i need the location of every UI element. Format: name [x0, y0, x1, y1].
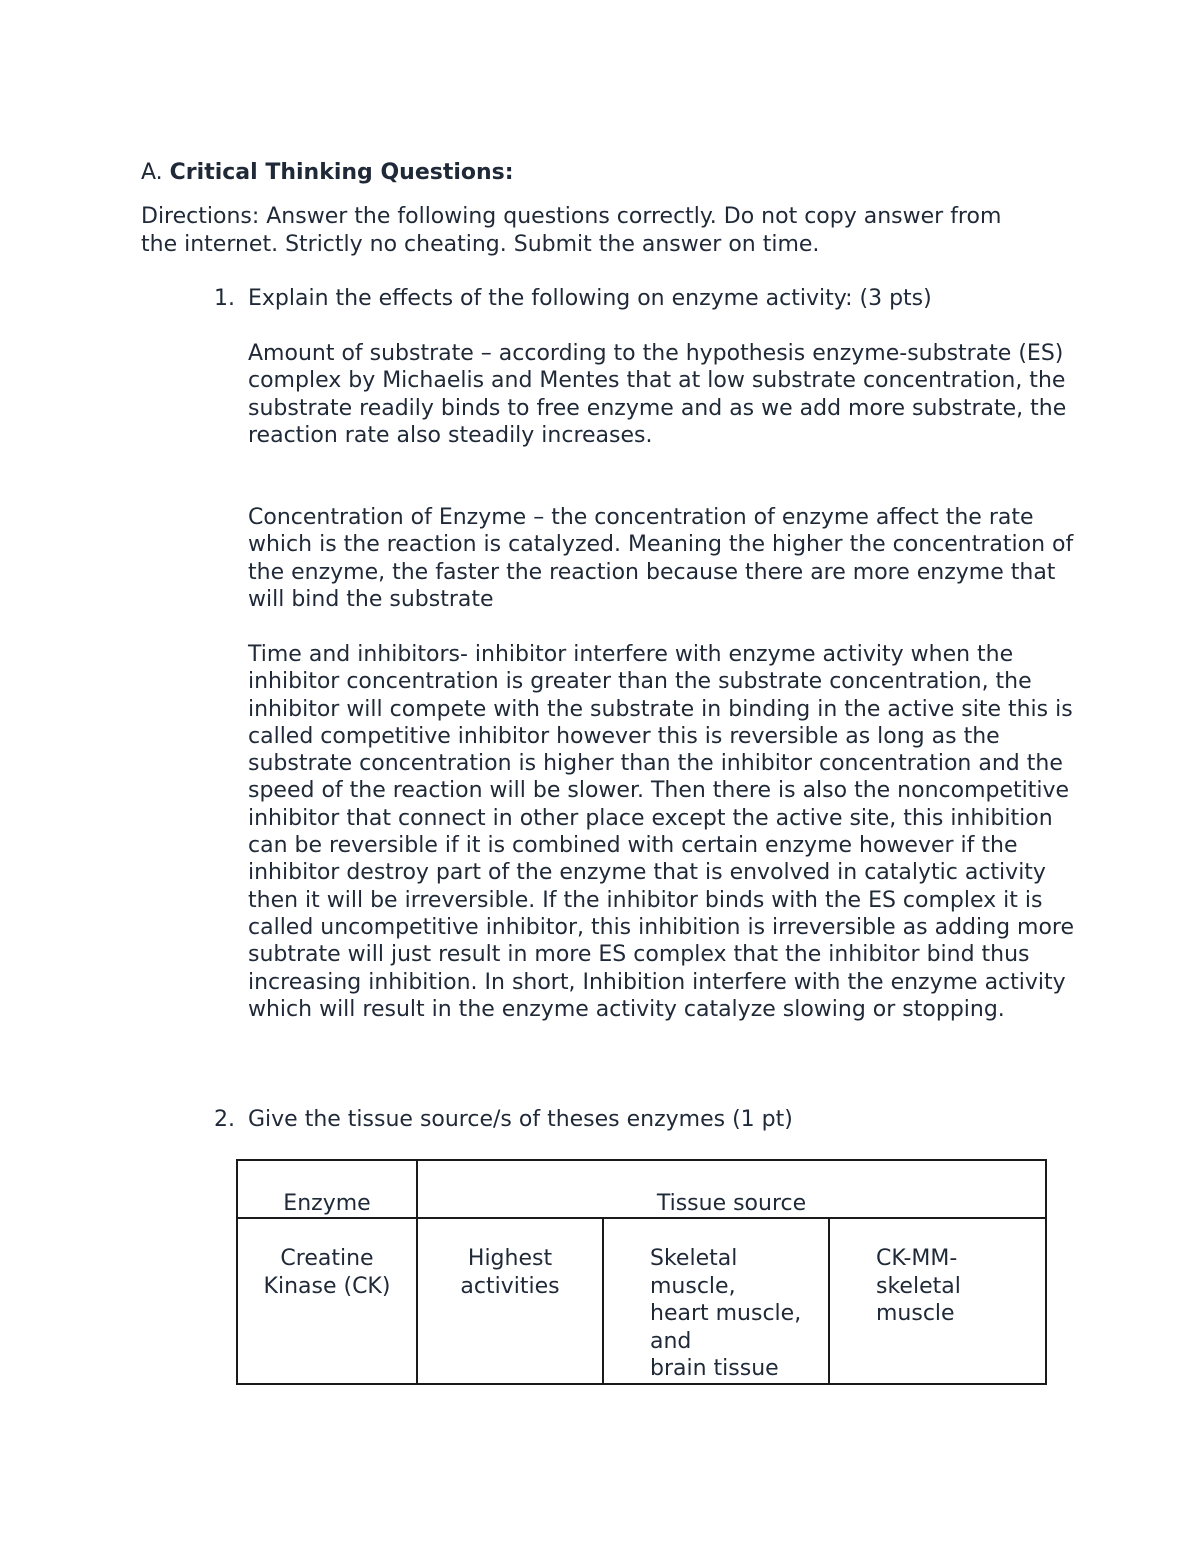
cell-line: Creatine [280, 1246, 374, 1271]
cell-organs [603, 1218, 829, 1384]
question-2-number: 2. [214, 1107, 235, 1132]
header-enzyme: Enzyme [237, 1160, 417, 1218]
cell-line: and [650, 1328, 692, 1354]
answer-inhibitors: Time and inhibitors- inhibitor interfere with enzyme activity when the inhibitor concentration is greater than the substrate concentration, the inhibitor will compete with the substrate in binding in the active site this is called competitive inhibitor however this is reversible as long as the substrate concentration is higher than the inhibitor concentration and the speed of the reaction will be slower. Then there is also the noncompetitive inhibitor that connect in other place except the active site, this inhibition can be reversible if it is combined with certain enzyme however if the inhibitor destroy part of the enzyme that is envolved in catalytic activity then it will be irreversible. If the inhibitor binds with the ES complex it is called uncompetitive inhibitor, this inhibition is irreversible as adding more subtrate will just result in more ES complex that the inhibitor bind thus increasing inhibition. In short, Inhibition interfere with the enzyme activity which will result in the enzyme activity catalyze slowing or stopping. [248, 642, 1075, 1022]
section-title: Critical Thinking Questions: [169, 160, 514, 185]
question-1 [214, 285, 932, 313]
cell-enzyme [237, 1218, 417, 1384]
cell-line: skeletal [876, 1273, 961, 1299]
cell-line: muscle, [650, 1273, 736, 1299]
table-header-row [237, 1160, 1046, 1218]
cell-line: CK-MM- [876, 1246, 958, 1271]
question-2 [214, 1106, 793, 1134]
answer-substrate: Amount of substrate – according to the hypothesis enzyme-substrate (ES) complex by Michaelis and Mentes that at low substrate concentration, the substrate readily binds to free enzyme and as we add more substrate, the reaction rate also steadily increases. [248, 341, 1067, 448]
cell-activity [417, 1218, 603, 1384]
question-1-prompt: Explain the effects of the following on enzyme activity: (3 pts) [248, 286, 932, 311]
section-heading [141, 158, 514, 188]
cell-isoform [829, 1218, 1046, 1384]
table-row [237, 1218, 1046, 1384]
header-tissue-source: Tissue source [417, 1160, 1046, 1218]
cell-line: brain tissue [650, 1356, 779, 1381]
question-2-prompt: Give the tissue source/s of theses enzymes (1 pt) [248, 1107, 793, 1132]
section-letter: A. [141, 160, 163, 185]
cell-line: heart muscle, [650, 1301, 802, 1326]
answer-enzyme-concentration: Concentration of Enzyme – the concentration of enzyme affect the rate which is the reaction is catalyzed. Meaning the higher the concentration of the enzyme, the faster the reaction because there are more enzyme that will bind the substrate [248, 505, 1074, 612]
cell-line: Highest [467, 1246, 553, 1271]
directions-text: Directions: Answer the following questions correctly. Do not copy answer from the internet. Strictly no cheating. Submit the answer on time. [141, 204, 1002, 257]
cell-line: activities [460, 1273, 560, 1299]
cell-line: Kinase (CK) [263, 1273, 391, 1299]
cell-line: Skeletal [650, 1246, 738, 1271]
question-1-number: 1. [214, 286, 235, 311]
tissue-source-table [236, 1159, 1047, 1385]
cell-line: muscle [876, 1301, 955, 1326]
